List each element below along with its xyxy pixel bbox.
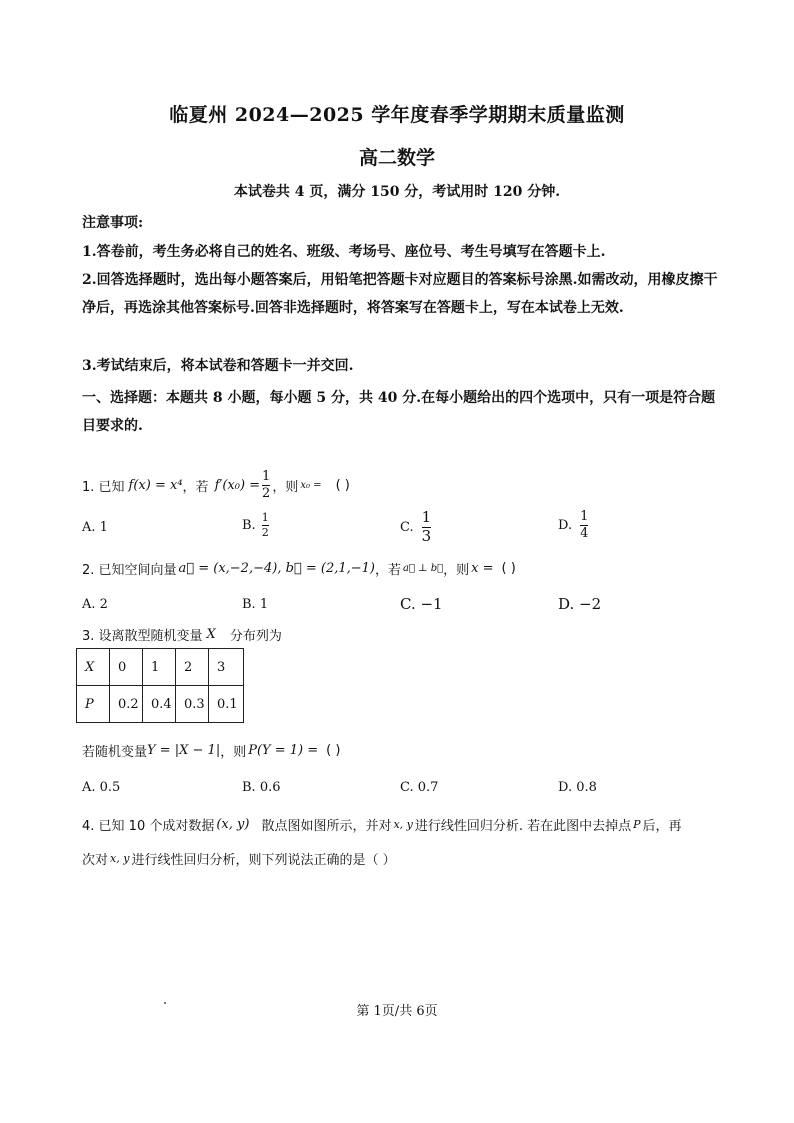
q4-mid2: 进行线性回归分析. 若在此图中去掉点 bbox=[414, 819, 632, 834]
q4-vars-2: x, y bbox=[110, 852, 130, 865]
exam-subject: 高二数学 bbox=[358, 147, 435, 169]
q1-option-d bbox=[558, 510, 588, 540]
q4-vars-1: x, y bbox=[393, 818, 413, 831]
q1-option-b bbox=[242, 512, 269, 538]
question-4-line-2 bbox=[82, 849, 396, 868]
note-item-3: 3.考试结束后，将本试卷和答题卡一并交回. bbox=[82, 358, 354, 374]
note-item-2: 2.回答选择题时，选出每小题答案后，用铅笔把答题卡对应题目的答案标号涂黑.如需改动，用橡皮擦干净后，再选涂其他答案标号.回答非选择题时，将答案写在答题卡上，写在本试卷上无效. bbox=[82, 272, 718, 316]
q3-option-d: D. 0.8 bbox=[558, 780, 597, 795]
q2-option-c: C. −1 bbox=[400, 595, 443, 613]
q1-tail: ，则 bbox=[272, 479, 299, 495]
q3-tail: 分布列为 bbox=[229, 629, 282, 644]
q1-derivative: f′(x₀) = bbox=[214, 477, 261, 493]
table-cell: X bbox=[77, 649, 110, 686]
q4-pair: (x, y) bbox=[216, 817, 250, 832]
q3-variable: X bbox=[206, 627, 216, 642]
table-cell: 0.3 bbox=[176, 686, 209, 723]
notes-heading: 注意事项: bbox=[82, 215, 144, 231]
q1-prefix: 1. 已知 bbox=[82, 479, 125, 495]
q1-c-num: 1 bbox=[421, 508, 432, 526]
q3-prefix: 3. 设离散型随机变量 bbox=[82, 629, 203, 644]
q2-mid: ，若 bbox=[374, 563, 401, 578]
q2-prefix: 2. 已知空间向量 bbox=[82, 563, 177, 578]
q4-line2-tail: 进行线性回归分析，则下列说法正确的是（ ） bbox=[131, 853, 396, 868]
q1-frac-num: 1 bbox=[262, 469, 271, 484]
distribution-table bbox=[76, 648, 244, 723]
q4-point: P bbox=[633, 818, 641, 831]
q1-option-b-fraction bbox=[262, 512, 269, 538]
question-4 bbox=[82, 815, 682, 834]
question-2 bbox=[82, 559, 516, 578]
table-cell: 0.4 bbox=[143, 686, 176, 723]
q1-d-den: 4 bbox=[580, 525, 589, 541]
q1-option-c-label: C. bbox=[400, 519, 414, 535]
question-3 bbox=[82, 625, 282, 644]
q1-answer-paren: ( ) bbox=[335, 477, 350, 493]
q1-b-num: 1 bbox=[261, 511, 269, 524]
q2-vectors: a⃗ = (x,−2,−4), b⃗ = (2,1,−1) bbox=[178, 561, 375, 576]
q3-option-a: A. 0.5 bbox=[82, 780, 121, 795]
q4-mid3: 后，再 bbox=[642, 819, 682, 834]
q1-ask: x₀ = bbox=[300, 479, 322, 491]
q2-option-d: D. −2 bbox=[558, 595, 602, 613]
q1-function: f(x) = x⁴ bbox=[128, 477, 183, 493]
note-item-1: 1.答卷前，考生务必将自己的姓名、班级、考场号、座位号、考生号填写在答题卡上. bbox=[82, 244, 606, 260]
q4-line2-prefix: 次对 bbox=[82, 853, 109, 868]
q4-mid1: 散点图如图所示，并对 bbox=[261, 819, 392, 834]
table-cell: 0.1 bbox=[209, 686, 244, 723]
page-footer: 第 1页/共 6页 bbox=[356, 1004, 438, 1019]
table-row-p bbox=[77, 686, 244, 723]
table-cell: 3 bbox=[209, 649, 244, 686]
table-cell: P bbox=[77, 686, 110, 723]
q3-option-b: B. 0.6 bbox=[242, 780, 281, 795]
q3-cond-expr: Y = |X − 1| bbox=[147, 743, 221, 758]
q4-prefix: 4. 已知 10 个成对数据 bbox=[82, 819, 215, 834]
q1-option-d-label: D. bbox=[558, 517, 573, 533]
q2-ask: x = bbox=[471, 561, 494, 576]
q1-option-a: A. 1 bbox=[82, 520, 108, 535]
table-cell: 1 bbox=[143, 649, 176, 686]
q1-option-b-label: B. bbox=[242, 517, 256, 533]
q3-answer-paren: ( ) bbox=[326, 743, 341, 758]
q1-option-c bbox=[400, 510, 431, 545]
question-3-condition bbox=[82, 741, 340, 760]
exam-info: 本试卷共 4 页，满分 150 分，考试用时 120 分钟. bbox=[233, 184, 561, 200]
exam-title: 临夏州 2024—2025 学年度春季学期期末质量监测 bbox=[169, 104, 625, 126]
q1-b-den: 2 bbox=[261, 525, 269, 539]
q3-cond-mid: ，则 bbox=[220, 745, 247, 760]
q3-cond-ask: P(Y = 1) = bbox=[248, 743, 319, 758]
section-1-heading: 一、选择题：本题共 8 小题，每小题 5 分，共 40 分.在每小题给出的四个选项中，只有一项是符合题目要求的. bbox=[82, 390, 716, 434]
table-cell: 0.2 bbox=[110, 686, 143, 723]
q1-frac-den: 2 bbox=[262, 485, 271, 501]
q1-option-d-fraction bbox=[580, 510, 588, 540]
table-cell: 2 bbox=[176, 649, 209, 686]
q1-d-num: 1 bbox=[580, 509, 589, 524]
q1-c-den: 3 bbox=[421, 526, 432, 545]
q1-mid: ，若 bbox=[182, 479, 209, 495]
q2-option-b: B. 1 bbox=[242, 597, 269, 612]
q2-option-a: A. 2 bbox=[82, 597, 108, 612]
q3-option-c: C. 0.7 bbox=[400, 780, 439, 795]
q2-answer-paren: ( ) bbox=[501, 561, 516, 576]
q1-fraction bbox=[262, 470, 270, 500]
table-row-x bbox=[77, 649, 244, 686]
q2-tail: ，则 bbox=[443, 563, 470, 578]
question-1 bbox=[82, 470, 350, 500]
q2-condition: a⃗ ⊥ b⃗ bbox=[403, 563, 444, 574]
q3-cond-prefix: 若随机变量 bbox=[82, 745, 148, 760]
q1-option-c-fraction bbox=[422, 510, 432, 545]
table-cell: 0 bbox=[110, 649, 143, 686]
